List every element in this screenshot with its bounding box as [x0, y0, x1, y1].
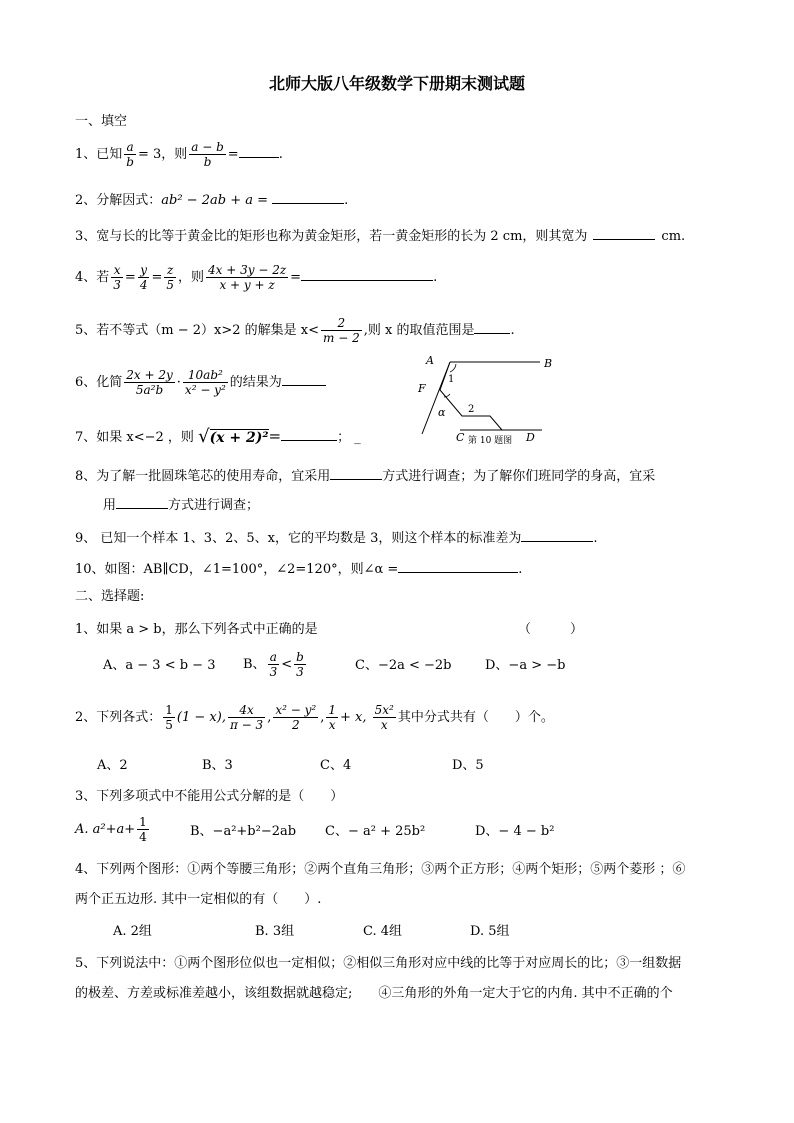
- q9-answer-blank[interactable]: [521, 529, 593, 542]
- choice-4-line-1: 4、下列两个图形：①两个等腰三角形；②两个直角三角形；③两个正方形；④两个矩形；⑤两个菱形 ；⑥: [75, 862, 686, 877]
- c1-option-b[interactable]: B、 $\frac{a}{3}$ < $\frac{b}{3}$: [243, 650, 304, 679]
- q6-fraction-1: $\frac{2x + 2y}{\text{5a²b}}$: [126, 368, 173, 397]
- q5-tail: ,则 x 的取值范围是: [363, 323, 475, 338]
- choice-5-line-2: 的极差、方差或标准差越小，该组数据就越稳定; ④三角形的外角一定大于它的内角. 其中不正确的个: [75, 986, 673, 1001]
- q4-fraction-y4: $\frac{y}{4}$: [139, 263, 148, 292]
- label-f: F: [418, 382, 426, 395]
- q3-answer-blank[interactable]: [593, 227, 655, 240]
- q1-prefix: 1、已知: [75, 147, 123, 162]
- q5-text: 5、若不等式（m − 2）x>2 的解集是 x<: [75, 323, 320, 338]
- label-angle-2: 2: [468, 404, 475, 415]
- q6-tail: 的结果为: [229, 375, 282, 390]
- q10-text: 10、如图：AB∥CD，∠1=100°，∠2=120°，则∠α =: [75, 562, 399, 577]
- c4-option-d[interactable]: D. 5组: [470, 924, 510, 939]
- label-c: C: [456, 431, 465, 444]
- c1-option-a[interactable]: A、a − 3 < b − 3: [103, 658, 216, 673]
- label-a: A: [426, 354, 434, 367]
- figure-caption: 第 10 题图: [468, 436, 513, 446]
- choice-1: [75, 622, 318, 638]
- choice-2: 2、下列各式： $\frac{1}{5}$ (1 − x), $\frac{4x}{\pi - 3}$ , $\frac{\text{x² − y²}}{2}$ , $\frac{1}{x}$ + x, $\frac{\text{5x²}}{x}$ 其中分式共有（ ）个。: [75, 703, 554, 732]
- q6-fraction-2: $\frac{\text{10ab²}}{\text{x² − y²}}$: [184, 368, 226, 397]
- q4-equals: =: [290, 270, 302, 285]
- q5-fraction: $\frac{2}{m - 2}$: [323, 316, 360, 345]
- q3-text: 3、宽与长的比等于黄金比的矩形也称为黄金矩形，若一黄金矩形的长为 2 cm，则其宽为: [75, 229, 588, 244]
- q9-text: 9、 已知一个样本 1、3、2、5、x，它的平均数是 3，则这个样本的标准差为: [75, 531, 522, 546]
- q8-answer-blank-2[interactable]: [116, 496, 168, 509]
- c3-option-a[interactable]: A. a²+a+ $\frac{1}{4}$: [75, 815, 147, 844]
- c2-option-d[interactable]: D、5: [452, 758, 484, 773]
- c1-answer-parentheses[interactable]: （ ）: [518, 622, 584, 637]
- section-fill-blank-heading: 一、填空: [75, 114, 128, 129]
- choice-3: 3、下列多项式中不能用公式分解的是（ ）: [75, 789, 344, 804]
- c3-option-b[interactable]: B、−a²+b²−2ab: [190, 824, 297, 839]
- section-choice-heading: 二、选择题:: [75, 589, 145, 604]
- label-angle-1: 1: [448, 374, 455, 385]
- q10-answer-blank[interactable]: [398, 560, 518, 573]
- c1-option-d[interactable]: D、−a > −b: [485, 658, 566, 673]
- q1-equation: = 3，则: [137, 147, 188, 162]
- choice-4-line-2: 两个正五边形. 其中一定相似的有（ ）.: [75, 892, 322, 907]
- c2-prefix: 2、下列各式：: [75, 710, 162, 725]
- q8-text-4: 方式进行调查；: [168, 498, 260, 513]
- c3-option-d[interactable]: D、− 4 − b²: [475, 824, 555, 839]
- q6-dot: ·: [176, 375, 181, 390]
- q7-square-root: √(x + 2)²: [198, 425, 269, 447]
- c4-option-c[interactable]: C. 4组: [363, 924, 403, 939]
- q4-fraction-z5: $\frac{z}{5}$: [166, 263, 175, 292]
- label-d: D: [526, 431, 535, 444]
- q2-answer-blank[interactable]: [272, 191, 344, 204]
- c3-option-c[interactable]: C、− a² + 25b²: [325, 824, 426, 839]
- q4-prefix: 4、若: [75, 270, 110, 285]
- q7-answer-blank[interactable]: [281, 428, 337, 441]
- question-6: [75, 368, 326, 397]
- q7-equals: =: [268, 427, 282, 445]
- c2-option-a[interactable]: A、2: [97, 758, 128, 773]
- question-8-line-2: [103, 496, 259, 514]
- q2-text: 2、分解因式：: [75, 193, 162, 208]
- question-1: 1、已知 $\frac{a}{b}$ = 3，则 $\frac{a - b}{b}$ = .: [75, 140, 283, 169]
- q8-answer-blank-1[interactable]: [330, 467, 382, 480]
- question-3: [75, 227, 685, 245]
- q1-answer-blank[interactable]: [239, 145, 279, 158]
- c2-tail: 其中分式共有（ ）个。: [397, 710, 554, 725]
- c4-option-b[interactable]: B. 3组: [255, 924, 295, 939]
- q1-equals: =: [227, 147, 239, 162]
- q4-fraction-x3: $\frac{x}{3}$: [113, 263, 121, 292]
- angle-1-arc: [450, 364, 456, 372]
- question-4: 4、若 $\frac{x}{3}$ = $\frac{y}{4}$ = $\frac{z}{5}$ ，则 $\frac{4x + 3y - 2z}{x + y + z}$ = .: [75, 263, 438, 292]
- parallel-lines-figure: [410, 350, 560, 446]
- q2-expression: ab² − 2ab + a =: [161, 193, 268, 208]
- q7-tail: ；: [337, 430, 351, 445]
- q3-unit: cm.: [661, 229, 686, 244]
- q4-fraction-target: $\frac{4x + 3y - 2z}{x + y + z}$: [208, 263, 287, 292]
- c1-option-c[interactable]: C、−2a < −2b: [355, 658, 452, 673]
- c1-text: 1、如果 a > b，那么下列各式中正确的是: [75, 622, 318, 637]
- label-b: B: [544, 357, 553, 370]
- q4-then: ，则: [178, 270, 205, 285]
- page-title: 北师大版八年级数学下册期末测试题: [268, 74, 525, 93]
- q5-answer-blank[interactable]: [474, 321, 510, 334]
- q8-text-3: 用: [103, 498, 117, 513]
- q6-answer-blank[interactable]: [282, 373, 326, 386]
- c2-option-b[interactable]: B、3: [202, 758, 233, 773]
- label-alpha: α: [438, 406, 446, 419]
- q1-fraction-target: $\frac{a - b}{b}$: [191, 140, 224, 169]
- question-9: 9、 已知一个样本 1、3、2、5、x，它的平均数是 3，则这个样本的标准差为 .: [75, 531, 598, 546]
- q7-text: 7、如果 x<−2 ，则: [75, 430, 194, 445]
- question-7: 7、如果 x<−2 ，则 √(x + 2)²= ； _: [75, 425, 361, 447]
- q4-answer-blank[interactable]: [301, 268, 433, 281]
- q1-fraction-a-over-b: $\frac{a}{b}$: [126, 140, 134, 169]
- broken-line: [440, 362, 502, 430]
- question-2: 2、分解因式：ab² − 2ab + a = .: [75, 193, 349, 208]
- question-10: 10、如图：AB∥CD，∠1=100°，∠2=120°，则∠α = .: [75, 562, 523, 577]
- c2-option-c[interactable]: C、4: [320, 758, 352, 773]
- choice-5-line-1: 5、下列说法中：①两个图形位似也一定相似；②相似三角形对应中线的比等于对应周长的比；③一组数据: [75, 956, 682, 971]
- c4-option-a[interactable]: A. 2组: [113, 924, 152, 939]
- q8-text-1: 8、为了解一批圆珠笔芯的使用寿命，宜采用: [75, 469, 331, 484]
- question-5: 5、若不等式（m − 2）x>2 的解集是 x< $\frac{2}{m - 2}$ ,则 x 的取值范围是 .: [75, 316, 515, 345]
- q8-text-2: 方式进行调查；为了解你们班同学的身高，宜采: [382, 469, 656, 484]
- question-8-line-1: [75, 467, 655, 485]
- q6-prefix: 6、化简: [75, 375, 123, 390]
